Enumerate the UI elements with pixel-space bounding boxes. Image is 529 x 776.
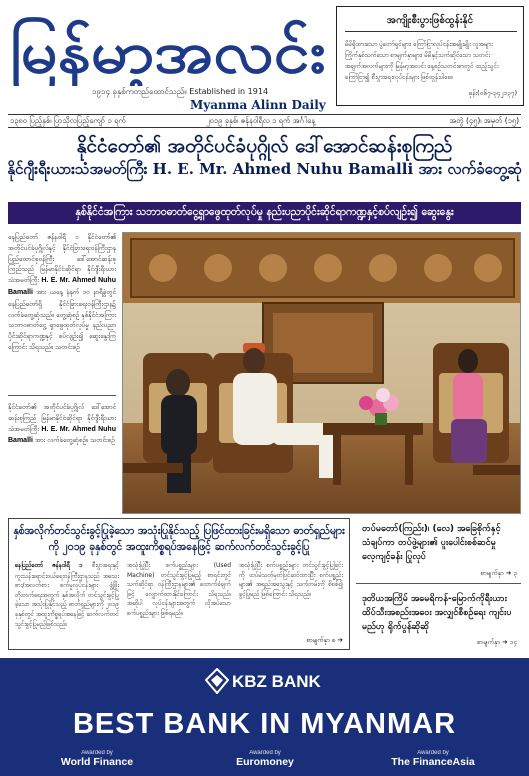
promo-body: မိမိရှိထားသော ပွဲတော်ရှင်များ၊ ကြော်ငြာလုပ်ငန်းအမျိုးမျိုး လူအများကြိုက်နှစ်သက်သော စာမျက်နှာများ၊ မိမိနှင့်သက်ဆိုင်သော သတင်းအချက်အလက်များကို မြန်မာ့အလင်း နေ့စဉ်သတင်းစာတွင် ထည့်သွင်းကြော်ငြာ၍ စီးပွားရေးလုပ်ငန်းများ ဖြစ်ထွန်းပါစေ။ bbox=[345, 41, 499, 81]
newspaper-logo bbox=[10, 6, 328, 86]
ad-title: BEST BANK IN MYANMAR bbox=[72, 708, 457, 740]
kbz-logo-icon bbox=[205, 668, 229, 694]
caption-credit: သတင်းစဉ် bbox=[89, 436, 115, 445]
promo-box bbox=[336, 6, 524, 106]
promo-title: အကျိုးစီးပွားဖြစ်ထွန်းနိုင် bbox=[386, 15, 474, 26]
award-by: Awarded by bbox=[81, 750, 113, 756]
story2-dateline: နေပြည်တော် ဇန်နဝါရီ ၁ bbox=[15, 563, 83, 569]
lead-body: နိုင်ငံတော်၏ အတိုင်ပင်ခံပုဂ္ဂိုလ်နှင့် နိုင်ငံခြားရေးဝန်ကြီးဌာန ပြည်ထောင်စုဝန်ကြီး ဒေါ်အောင်ဆန်းစုကြည်သည် မြန်မာနိုင်ငံဆိုင်ရာ နိုင်ဂျီးရီးယားသံအမတ်ကြီး bbox=[8, 233, 116, 285]
main-headline: နိုင်ငံတော်၏ အတိုင်ပင်ခံပုဂ္ဂိုလ် ဒေါ်အောင်ဆန်းစုကြည် bbox=[76, 135, 453, 157]
promo-phone: ဖုန်း(၀၆၇-၃၄၂၁၃၇) bbox=[468, 89, 517, 97]
lead-photo bbox=[122, 232, 521, 514]
kbz-bank-ad[interactable] bbox=[0, 658, 529, 776]
caption-end: အား လက်ခံတွေ့ဆုံစဉ်။ bbox=[34, 436, 88, 445]
column-divider bbox=[8, 395, 116, 396]
award-by: Awarded by bbox=[417, 750, 449, 756]
side2-title: ဒုတိယအကြိမ် အမေရိကန်-မြောက်ကိုရီးယား ထိပ်သီးအစည်းအဝေး အလျှင်စီစဉ်ရေး ကျင်းပမည်ဟု ရိုက်ပွန်ဆိုဆို bbox=[362, 594, 512, 632]
side1-title: တပ်မတော်(ကြည်း)၊ (လေ) အခြေစိုက်နှင့် သံချပ်ကာ တပ်ဖွဲ့များ၏ ပူးပေါင်းစစ်ဆင်မှု လေ့ကျင့်ခန်း ပြုလုပ် bbox=[362, 524, 501, 562]
lead-credit: သတင်းစဉ် bbox=[54, 342, 80, 351]
date-gregorian: ၂၀၁၉ ခုနှစ်၊ ဇန်နဝါရီလ ၁ ရက် အင်္ဂါနေ့ bbox=[206, 116, 316, 125]
award-euromoney bbox=[190, 750, 340, 768]
issue-number: အတွဲ (၄၅)၊ အမှတ် (၁၅) bbox=[449, 116, 519, 125]
story-import-permit bbox=[8, 518, 350, 650]
lead-body-2: အား ယနေ့ နံနက် ၁၀ နာရီခွဲတွင် နေပြည်တော်ရှိ နိုင်ငံခြားရေးဝန်ကြီးဌာန၌ လက်ခံတွေ့ဆုံသည်။ တွေ့ဆုံစဉ် နှစ်နိုင်ငံအကြား သဘာဝဓာတ်ငွေ့ ရှာဖွေထုတ်လုပ်မှု နည်းပညာပိုင်းဆိုင်ရာကဏ္ဍနှင့် စပ်လျဉ်း၍ ဆွေးနွေးကြကြောင်း သိရသည်။ bbox=[8, 287, 116, 351]
subheadline: နှစ်နိုင်ငံအကြား သဘာဝဓာတ်ငွေ့ရှာဖွေထုတ်လုပ်မှု နည်းပညာပိုင်းဆိုင်ရာကဏ္ဍနှင့်စပ်လျဉ်း၍ ဆွေးနွေး bbox=[75, 206, 454, 218]
side-story-military[interactable] bbox=[356, 518, 521, 584]
story2-continue[interactable]: စာမျက်နှာ ၈ ➔ bbox=[306, 636, 343, 644]
lead-dateline: နေပြည်တော် ဇန်နဝါရီ ၁ bbox=[8, 233, 79, 241]
date-myanmar: ၁၃၈၀ ပြည့်နှစ်၊ ပြာသိုလပြည့်ကျော် ၁ ရက် bbox=[10, 116, 126, 125]
headline-met: အား လက်ခံတွေ့ဆုံ bbox=[418, 160, 522, 178]
side1-page-ref[interactable]: စာမျက်နှာ ➔ ၃ bbox=[480, 569, 517, 577]
promo-rule bbox=[345, 31, 517, 32]
subheadline-bar bbox=[8, 202, 521, 224]
award-by: Awarded by bbox=[249, 750, 281, 756]
story2-col1: စီးပွားရေးနှင့် ကူးသန်းရောင်းဝယ်ရေးဝန်ကြီးဌာနသည် အသေးစား/အလတ်စား စက်မှုလုပ်ငန်းများ ဖွံ့ဖြိုးတိုးတက်ရေးအတွက် နှစ်အလိုက် တင်သွင်းခွင့်ပြုခဲ့သော အသုံးပြုနိုင်သည့် ဓာတ်ရှည်များကို ၂၀၁၉ ခုနှစ်တွင် အထူးကိစ္စရပ်အနေဖြင့် ဆက်လက်တင်သွင်းခွင့်ပြုမည်ဖြစ်သည်။ bbox=[15, 562, 119, 628]
ad-bank-name: KBZ BANK bbox=[232, 672, 321, 691]
headline-ambassador: နိုင်ဂျီးရီးယားသံအမတ်ကြီး bbox=[7, 160, 148, 178]
award-world-finance bbox=[22, 750, 172, 768]
award-org: The FinanceAsia bbox=[391, 756, 475, 768]
story2-col2: အသုံးပြုပြီး စက်ပစ္စည်းများ (Used Machine) တင်သွင်းခွင့်ပြုမည့် စာရင်းတွင် သက်ဆိုင်ရာ ဝန်ကြီးဌာနများ၏ ထောက်ခံချက်ဖြင့် လျှောက်ထားနိုင်ကြောင်း သိရသည်။ အဆိုပါ လုပ်ငန်းများအတွက် လိုအပ်သော စက်ပစ္စည်းများ ဖြစ်ရမည်။ bbox=[127, 562, 231, 617]
photo-caption bbox=[8, 402, 116, 514]
story2-col3: အသုံးပြုပြီး စက်ပစ္စည်းများ တင်သွင်းခွင့်ပြုခြင်းကို ထပ်မံသတ်မှတ်ပြင်ဆင်ထားပြီး စက်ပစ္စည်းများ၏ အရည်အသွေးနှင့် သက်တမ်းကို စိစစ်၍ ခွင့်ပြုမည် ဖြစ်ကြောင်း သိရသည်။ bbox=[239, 562, 343, 598]
story2-headline: နှစ်အလိုက်တင်သွင်းခွင့်ပြုခဲ့သော အသုံးပြုနိုင်သည့် ပြဖြင်ထားခြင်းမရှိသော ဓာတ်ရှည်များကို ၂၀၁၉ ခုနှစ်တွင် အထူးကိစ္စရပ်အနေဖြင့် ဆက်လက်တင်သွင်းခွင့်ပြု bbox=[13, 525, 345, 553]
english-name: Myanma Alinn Daily bbox=[190, 98, 326, 112]
masthead bbox=[0, 0, 529, 112]
main-headline-line2 bbox=[0, 160, 529, 182]
side-story-summit[interactable] bbox=[356, 588, 521, 650]
headline-ambassador-name: H. E. Mr. Ahmed Nuhu Bamalli bbox=[152, 160, 414, 178]
side2-page-ref[interactable]: စာမျက်နှာ ➔ ၁၄ bbox=[476, 638, 517, 646]
story2-columns bbox=[15, 561, 345, 647]
lead-name: H. E. Mr. Ahmed Nuhu Bamalli bbox=[8, 277, 116, 296]
award-org: World Finance bbox=[60, 756, 134, 768]
date-bar bbox=[8, 114, 521, 128]
award-financeasia bbox=[358, 750, 508, 768]
caption-text: နိုင်ငံတော်၏ အတိုင်ပင်ခံပုဂ္ဂိုလ် ဒေါ်အောင်ဆန်းစုကြည် မြန်မာနိုင်ငံဆိုင်ရာ နိုင်ဂျီးရီးယားသံအမတ်ကြီး bbox=[8, 403, 116, 433]
logo-text: မြန်မာ့အလင်း bbox=[10, 18, 295, 86]
award-org: Euromoney bbox=[236, 756, 294, 768]
established-line: ၁၉၁၄ ခုနှစ်ကတည်ထောင်သည်။ Established in 1914 bbox=[92, 87, 269, 96]
caption-name: H. E. Mr. Ahmed Nuhu Bamalli bbox=[8, 425, 116, 445]
